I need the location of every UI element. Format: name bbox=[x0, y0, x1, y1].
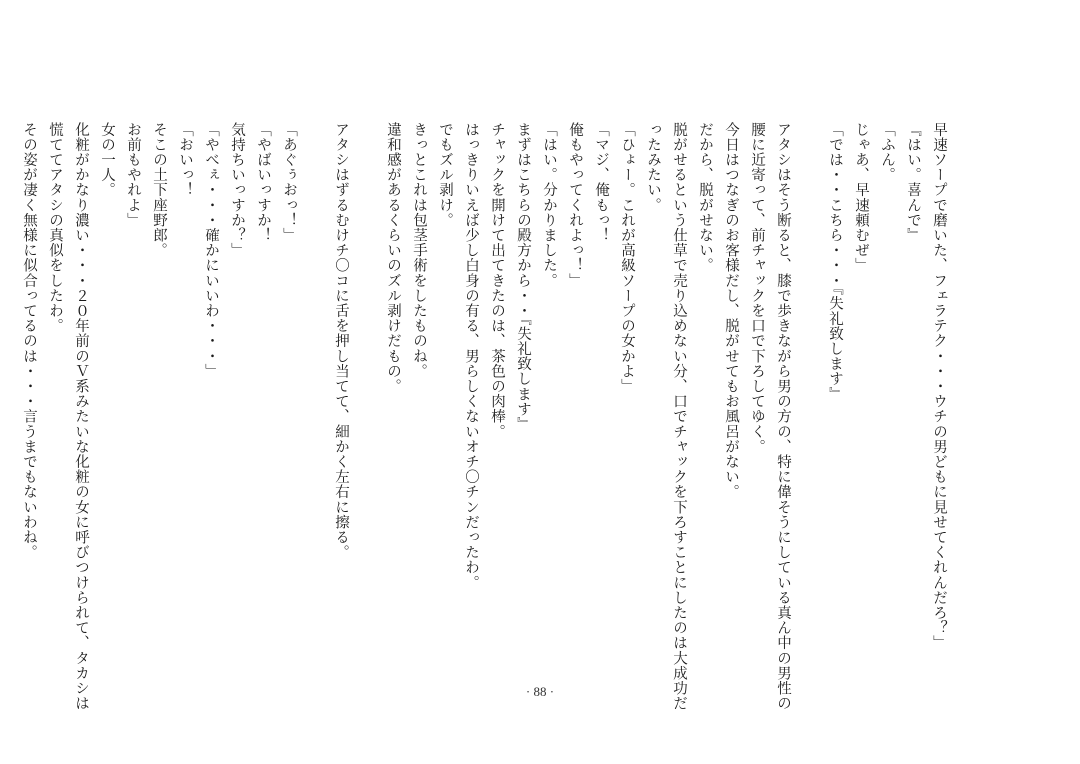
text-line: 『はい。喜んで』 bbox=[905, 122, 921, 243]
text-line: 「マジ、俺もっ！ bbox=[593, 122, 609, 243]
text-line: 「ひょー。これが高級ソープの女かよ」 bbox=[619, 122, 635, 394]
text-line: お前もやれよ」 bbox=[125, 122, 141, 228]
text-line: 腰に近寄って、前チャックを口で下ろしてゆく。 bbox=[749, 122, 765, 455]
text-line: 「では・・こちら・・・『失礼致します』 bbox=[827, 122, 843, 402]
text-line: きっとこれは包茎手術をしたものね。 bbox=[411, 122, 427, 379]
text-line: その姿が凄く無様に似合ってるのは・・・言うまでもないわね。 bbox=[21, 122, 37, 560]
text-line: 「やべぇ・・・確かにいいわ・・・」 bbox=[203, 122, 219, 379]
paragraph-gap bbox=[302, 122, 328, 662]
text-line: そこの土下座野郎。 bbox=[151, 122, 167, 258]
text-line: じゃあ、早速頼むぜ」 bbox=[853, 122, 869, 273]
text-line: 「はい。分かりました。 bbox=[541, 122, 557, 289]
page-number: · 88 · bbox=[525, 684, 555, 699]
text-line: アタシはそう断ると、膝で歩きながら男の方の、特に偉そうにしている真ん中の男性の bbox=[775, 122, 791, 711]
text-line: 「ふん。 bbox=[879, 122, 895, 183]
text-line: チャックを開けて出てきたのは、茶色の肉棒。 bbox=[489, 122, 505, 440]
text-line: でもズル剥け。 bbox=[437, 122, 453, 228]
text-line: 化粧がかなり濃い・・・２０年前のＶ系みたいな化粧の女に呼びつけられて、タカシは bbox=[73, 122, 89, 711]
paragraph-gap bbox=[796, 122, 822, 662]
text-line: 「あぐぅおっ！」 bbox=[281, 122, 297, 243]
text-line: 早速ソープで磨いた、フェラテク・・・ウチの男どもに見せてくれんだろ？」 bbox=[931, 122, 947, 651]
text-line: 今日はつなぎのお客様だし、脱がせてもお風呂がない。 bbox=[723, 122, 739, 500]
text-line: 気持ちいっすか？」 bbox=[229, 122, 245, 258]
text-line: 「やばいっすか！ bbox=[255, 122, 271, 243]
text-line: 「おいっ！ bbox=[177, 122, 193, 198]
text-line: 女の一人。 bbox=[99, 122, 115, 198]
text-line: アタシはずるむけチ〇コに舌を押し当てて、細かく左右に擦る。 bbox=[333, 122, 349, 560]
text-line: ったみたい。 bbox=[645, 122, 661, 213]
text-line: だから、脱がせない。 bbox=[697, 122, 713, 273]
text-line: まずはこちらの殿方から・・『失礼致します』 bbox=[515, 122, 531, 432]
text-line: 違和感があるくらいのズル剥けだもの。 bbox=[385, 122, 401, 394]
text-line: 脱がせるという仕草で売り込めない分、口でチャックを下ろすことにしたのは大成功だ bbox=[671, 122, 687, 711]
text-line: 慌ててアタシの真似をしたわ。 bbox=[47, 122, 63, 334]
paragraph-gap bbox=[354, 122, 380, 662]
text-line: 俺もやってくれよっ！」 bbox=[567, 122, 583, 289]
text-line: はっきりいえば少し白身の有る、男らしくないオチ〇チンだったわ。 bbox=[463, 122, 479, 591]
